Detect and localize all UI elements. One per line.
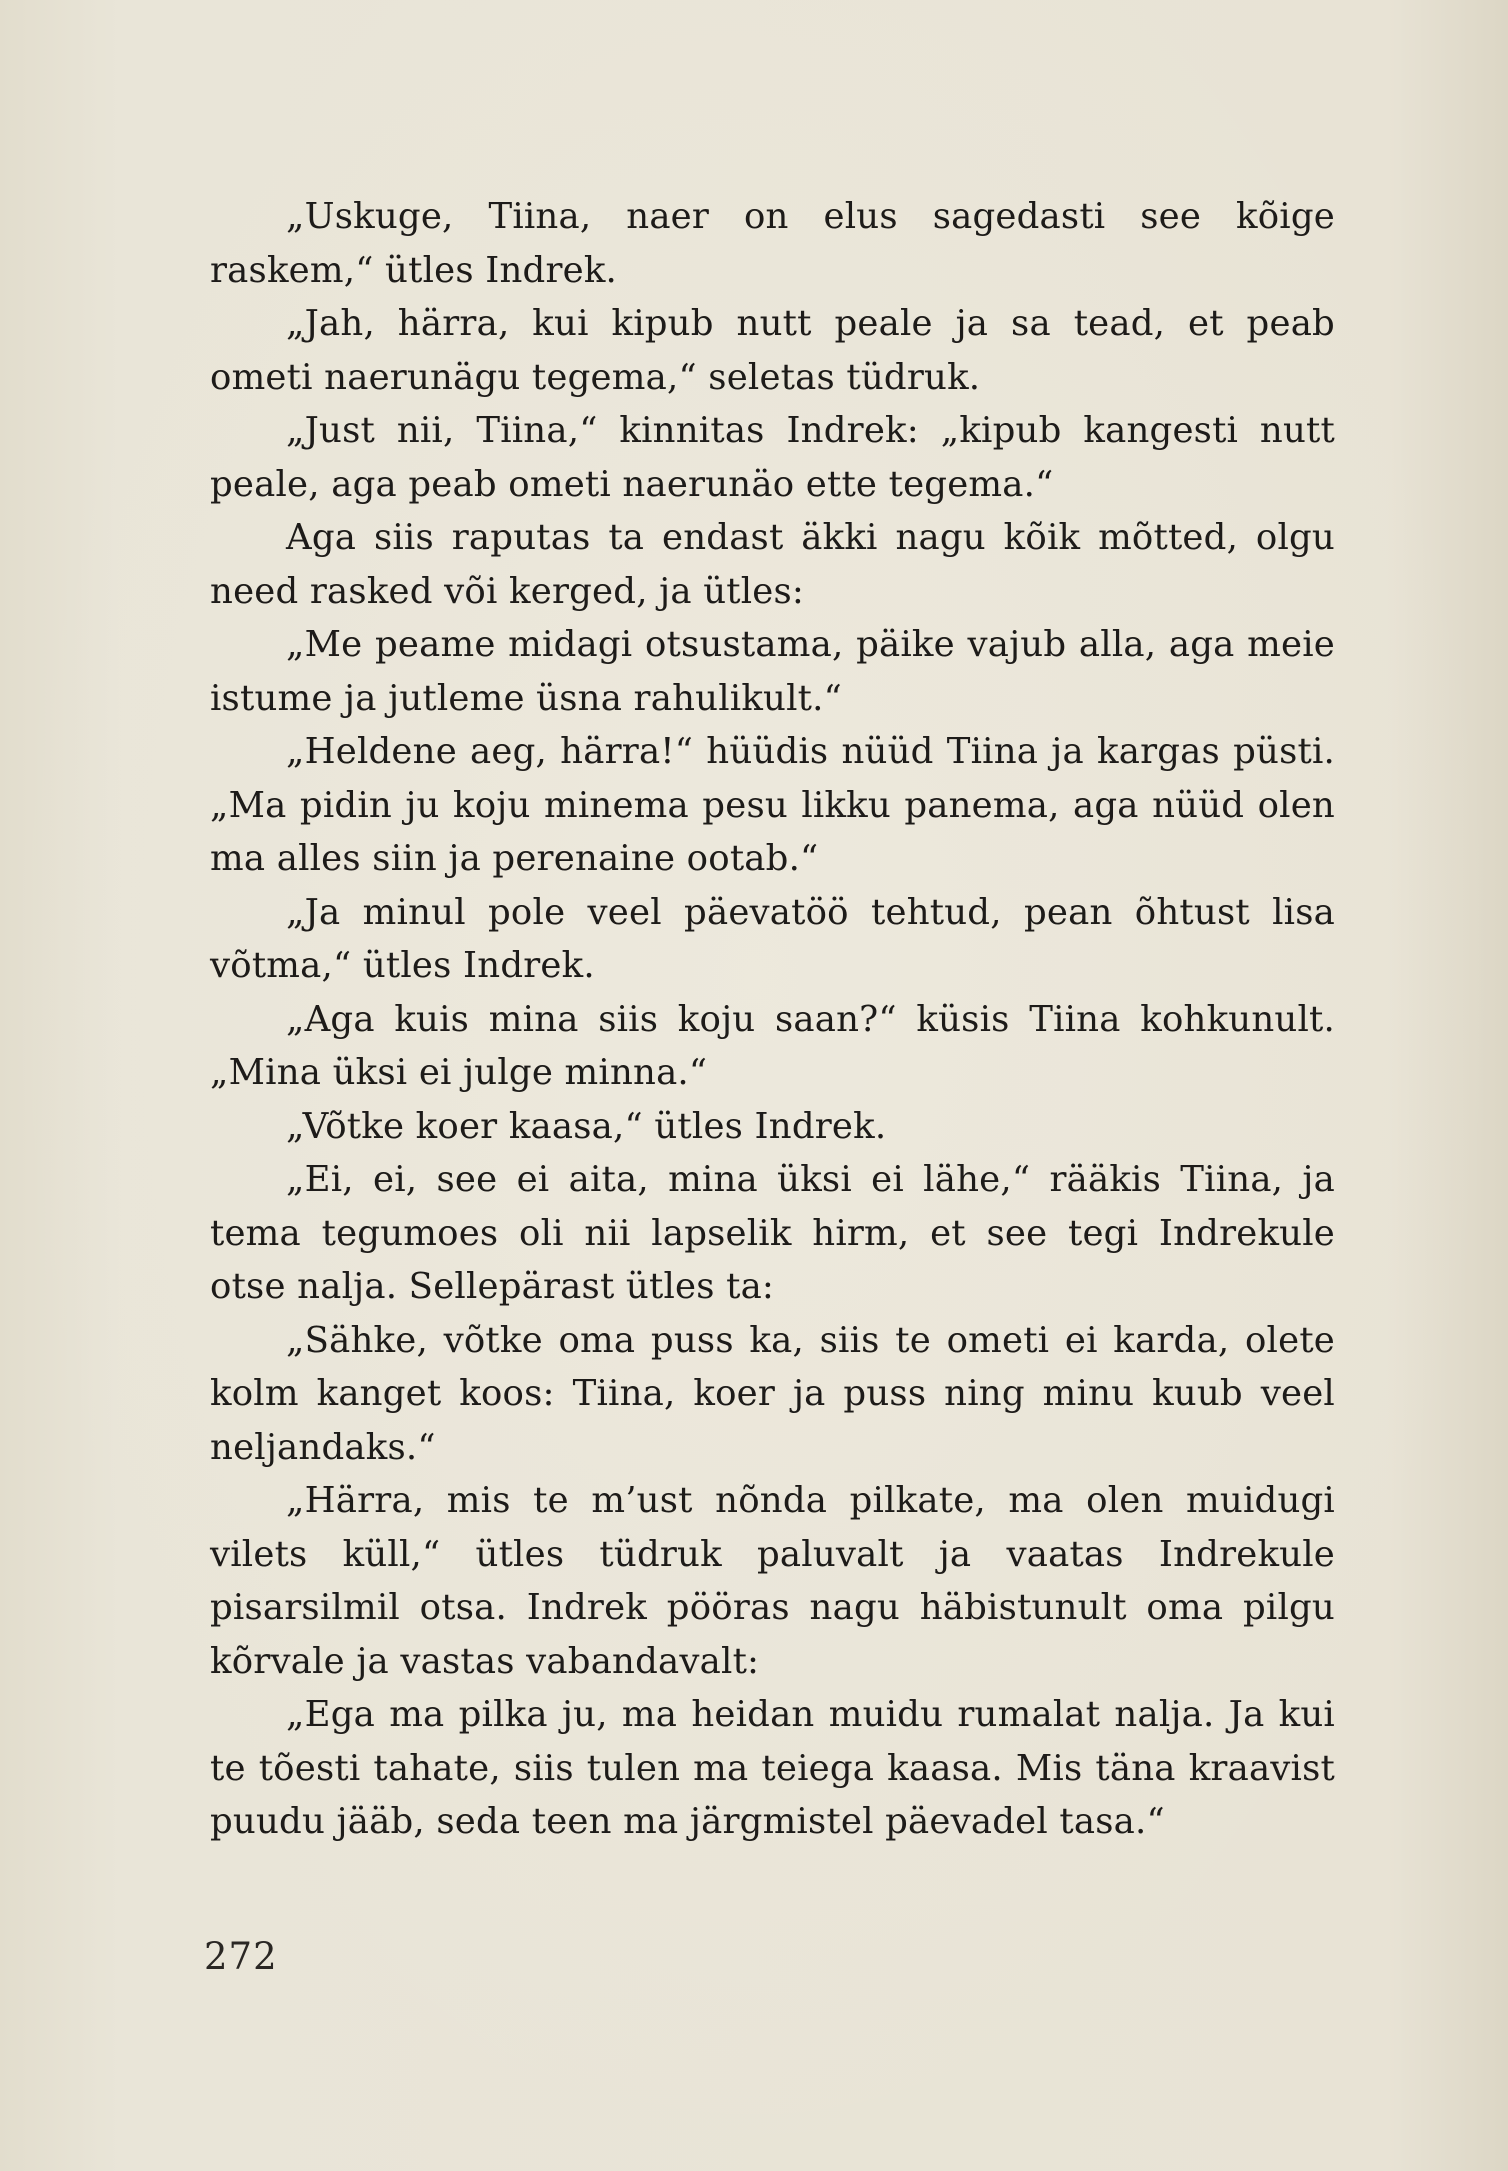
paragraph-5: „Me peame midagi otsustama, päike vajub alla, aga meie istume ja jutleme üsna rahulikult.“ bbox=[210, 624, 1335, 719]
body-text bbox=[210, 190, 1335, 1849]
paragraph-12: „Härra, mis te m’ust nõnda pilkate, ma olen muidugi vilets küll,“ ütles tüdruk paluvalt ja vaatas Indrekule pisarsilmil otsa. Indrek pööras nagu häbistunult oma pilgu kõrvale ja vastas vabandavalt: bbox=[210, 1480, 1335, 1682]
paragraph-6: „Heldene aeg, härra!“ hüüdis nüüd Tiina ja kargas püsti. „Ma pidin ju koju minema pesu likku panema, aga nüüd olen ma alles siin ja perenaine ootab.“ bbox=[210, 731, 1335, 879]
paragraph-9: „Võtke koer kaasa,“ ütles Indrek. bbox=[286, 1105, 887, 1147]
paragraph-7: „Ja minul pole veel päevatöö tehtud, pean õhtust lisa võtma,“ ütles Indrek. bbox=[210, 891, 1335, 986]
paragraph-1: „Uskuge, Tiina, naer on elus sagedasti see kõige raskem,“ ütles Indrek. bbox=[210, 196, 1335, 291]
page-number: 272 bbox=[204, 1935, 278, 1978]
paragraph-13: „Ega ma pilka ju, ma heidan muidu rumalat nalja. Ja kui te tõesti tahate, siis tulen ma teiega kaasa. Mis täna kraavist puudu jääb, seda teen ma järgmistel päevadel tasa.“ bbox=[210, 1694, 1335, 1842]
paragraph-2: „Jah, härra, kui kipub nutt peale ja sa tead, et peab ometi naerunägu tegema,“ seletas tüdruk. bbox=[210, 303, 1335, 398]
paragraph-11: „Sähke, võtke oma puss ka, siis te ometi ei karda, olete kolm kanget koos: Tiina, koer ja puss ning minu kuub veel neljandaks.“ bbox=[210, 1319, 1335, 1468]
paragraph-8: „Aga kuis mina siis koju saan?“ küsis Tiina kohkunult. „Mina üksi ei julge minna.“ bbox=[210, 998, 1335, 1093]
paragraph-10: „Ei, ei, see ei aita, mina üksi ei lähe,“ rääkis Tiina, ja tema tegumoes oli nii lapselik hirm, et see tegi Indrekule otse nalja. Sellepärast ütles ta: bbox=[210, 1159, 1335, 1307]
paragraph-3: „Just nii, Tiina,“ kinnitas Indrek: „kipub kangesti nutt peale, aga peab ometi naerunäo ette tegema.“ bbox=[210, 410, 1335, 505]
paragraph-4: Aga siis raputas ta endast äkki nagu kõik mõtted, olgu need rasked või kerged, ja ütles: bbox=[210, 517, 1335, 612]
